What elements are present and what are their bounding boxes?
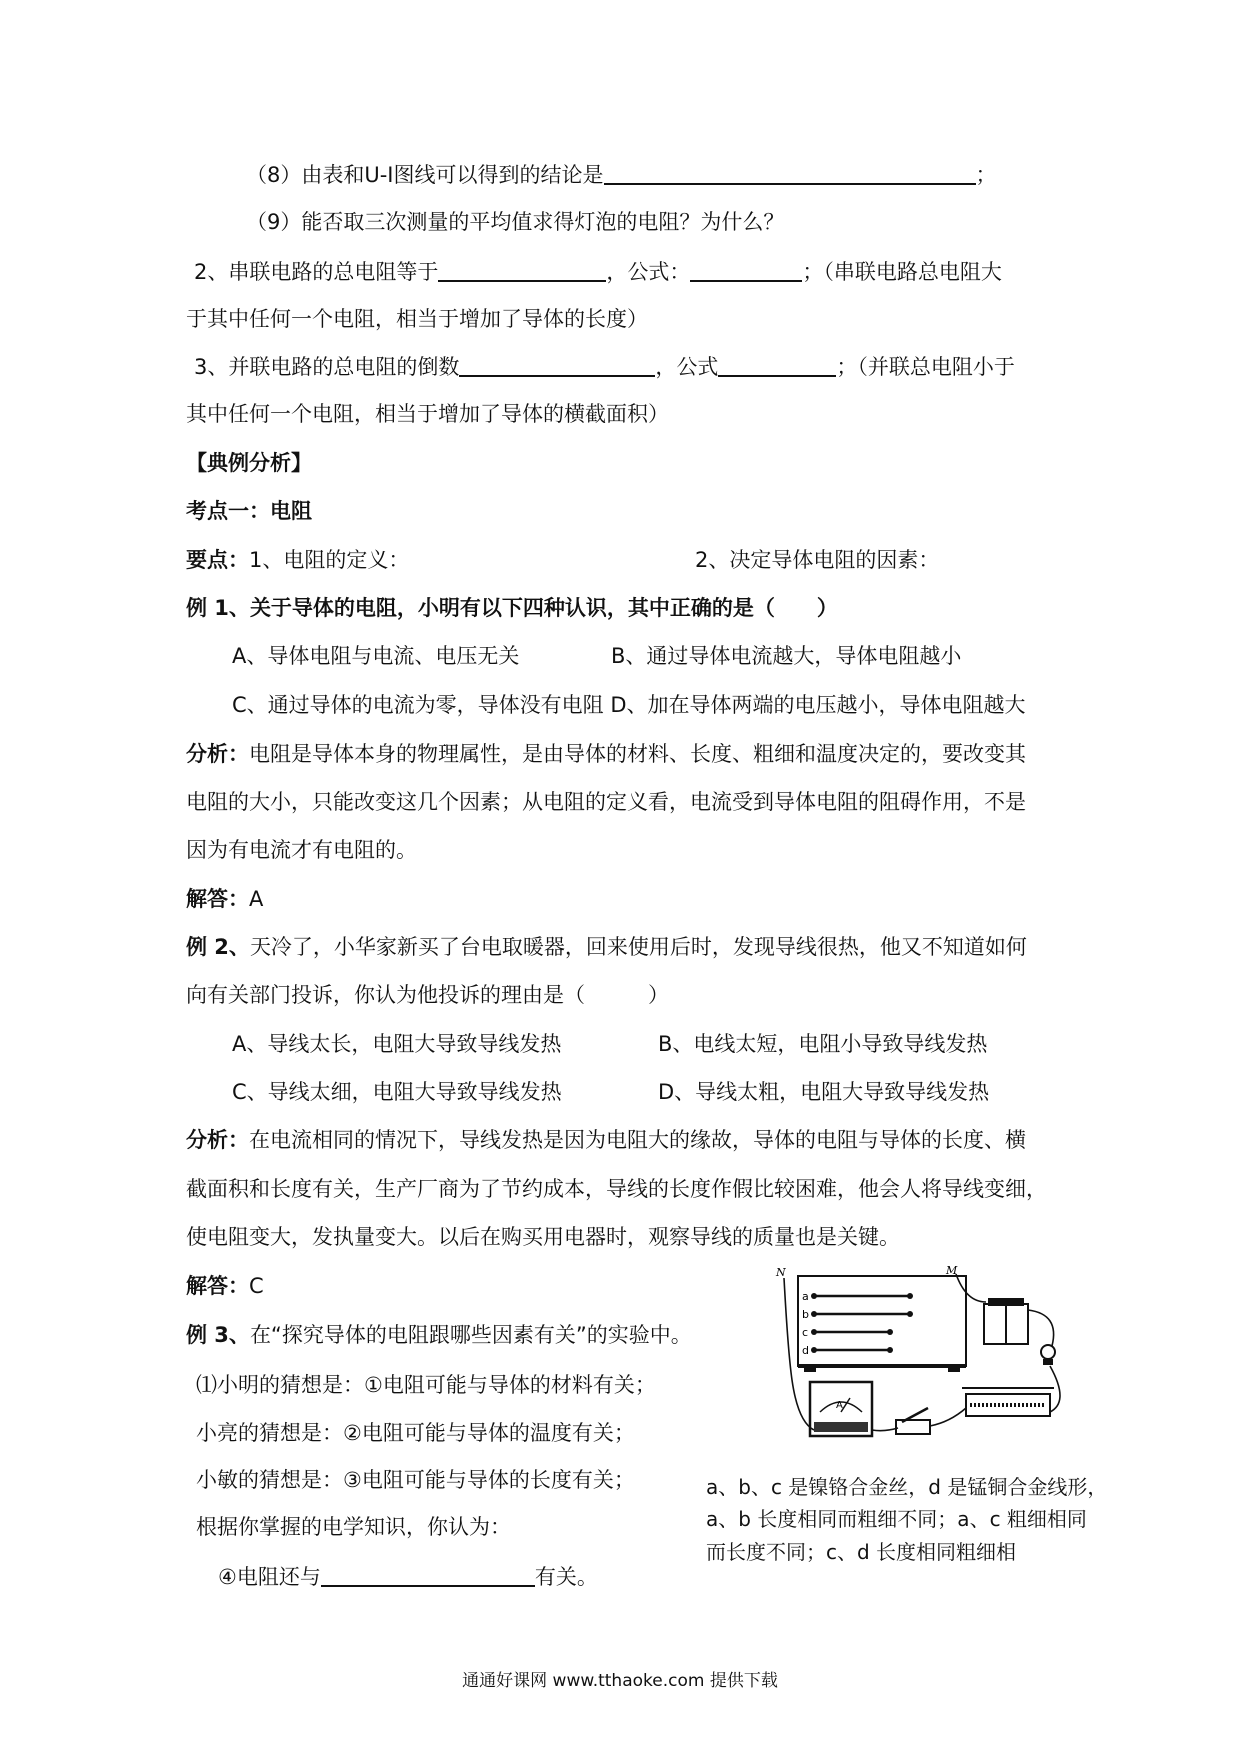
question-8-end: ；	[975, 163, 997, 187]
answer-label: 解答：	[186, 1274, 249, 1298]
analysis-label: 分析：	[186, 742, 249, 766]
example-2-question-line-2: 向有关部门投诉，你认为他投诉的理由是（ ）	[186, 983, 669, 1007]
example-1-option-b: B、通过导体电流越大，导体电阻越小	[611, 644, 962, 668]
example-2-question	[186, 932, 1027, 962]
example-1-answer	[186, 884, 263, 914]
answer-value: C	[249, 1274, 264, 1298]
kaodian-heading: 考点一：电阻	[186, 499, 312, 523]
p2-text-c: ；（串联电路总电阻大	[802, 260, 1002, 284]
paragraph-3	[194, 352, 1015, 382]
paragraph-2	[194, 257, 1002, 287]
question-8	[246, 160, 997, 190]
p3-text-a: 3、并联电路的总电阻的倒数	[194, 355, 460, 379]
example-2-option-d: D、导线太粗，电阻大导致导线发热	[658, 1080, 990, 1104]
answer-value: A	[249, 887, 264, 911]
answer-blank	[604, 161, 976, 185]
guess-5	[218, 1562, 598, 1592]
example-2-answer	[186, 1271, 264, 1301]
example-2-analysis	[186, 1125, 1026, 1155]
battery-cell	[1006, 1304, 1028, 1344]
analysis-text: 在电流相同的情况下，导线发热是因为电阻大的缘故，导体的电阻与导体的长度、横	[249, 1128, 1026, 1152]
wire-label-d: d	[802, 1344, 809, 1357]
p2-text-b: ，公式：	[606, 260, 691, 284]
example-1-question	[186, 593, 838, 623]
battery-cell	[984, 1304, 1006, 1344]
question-9: （9）能否取三次测量的平均值求得灯泡的电阻？为什么？	[246, 210, 785, 234]
clip-label-n: N	[776, 1266, 786, 1279]
paragraph-3-cont: 其中任何一个电阻，相当于增加了导体的横截面积）	[186, 402, 669, 426]
footer-credit: 通通好课网 www.tthaoke.com 提供下载	[462, 1671, 778, 1691]
example-1-option-a: A、导体电阻与电流、电压无关	[232, 644, 520, 668]
p3-text-c: ；（并联总电阻小于	[836, 355, 1015, 379]
example-2-option-c: C、导线太细，电阻大导致导线发热	[232, 1080, 562, 1104]
example-2-label: 例 2、	[186, 935, 250, 959]
analysis-text: 电阻是导体本身的物理属性，是由导体的材料、长度、粗细和温度决定的，要改变其	[249, 742, 1026, 766]
experiment-circuit-figure	[770, 1262, 1100, 1442]
example-1-analysis-line-3: 因为有电流才有电阻的。	[186, 838, 417, 862]
example-2-option-b: B、电线太短，电阻小导致导线发热	[658, 1032, 988, 1056]
guess-1: ⑴小明的猜想是：①电阻可能与导体的材料有关；	[196, 1373, 656, 1397]
yaodian-label: 要点：	[186, 548, 249, 572]
example-1-analysis	[186, 739, 1026, 769]
figure-caption-line-1: a、b、c 是镍铬合金丝，d 是锰铜合金线形，	[706, 1475, 1108, 1499]
wire-label-a: a	[802, 1290, 809, 1303]
resistance-board	[798, 1276, 966, 1366]
example-3-question	[186, 1320, 692, 1350]
example-3-text: 在“探究导体的电阻跟哪些因素有关”的实验中。	[249, 1323, 692, 1347]
example-1-label: 例 1、	[186, 596, 250, 620]
yaodian-point-2: 2、决定导体电阻的因素：	[695, 548, 940, 572]
figure-caption-line-2: a、b 长度相同而粗细不同；a、c 粗细相同	[706, 1507, 1087, 1531]
question-8-text: （8）由表和U-I图线可以得到的结论是	[246, 163, 604, 187]
example-2-analysis-line-3: 使电阻变大，发执量变大。以后在购买用电器时，观察导线的质量也是关键。	[186, 1225, 900, 1249]
figure-caption-line-3: 而长度不同；c、d 长度相同粗细相	[706, 1540, 1017, 1564]
example-3-label: 例 3、	[186, 1323, 250, 1347]
answer-blank	[438, 258, 606, 282]
answer-blank	[459, 353, 655, 377]
wire-label-b: b	[802, 1308, 809, 1321]
example-2-analysis-line-2: 截面积和长度有关，生产厂商为了节约成本，导线的长度作假比较困难，他会人将导线变细，	[186, 1177, 1047, 1201]
guess-3: 小敏的猜想是：③电阻可能与导体的长度有关；	[196, 1468, 635, 1492]
example-1-analysis-line-2: 电阻的大小，只能改变这几个因素；从电阻的定义看，电流受到导体电阻的阻碍作用，不是	[186, 790, 1026, 814]
switch	[896, 1420, 930, 1434]
example-2-text: 天冷了，小华家新买了台电取暖器，回来使用后时，发现导线很热，他又不知道如何	[249, 935, 1027, 959]
bulb-icon	[1041, 1345, 1055, 1359]
answer-blank	[690, 258, 802, 282]
guess-5-text-b: 有关。	[534, 1565, 598, 1589]
guess-5-text-a: ④电阻还与	[218, 1565, 321, 1589]
yaodian-point-1: 1、电阻的定义：	[249, 548, 410, 572]
example-1-option-cd: C、通过导体的电流为零，导体没有电阻 D、加在导体两端的电压越小，导体电阻越大	[232, 693, 1026, 717]
guess-4: 根据你掌握的电学知识，你认为：	[196, 1515, 511, 1539]
answer-blank	[321, 1563, 535, 1587]
yaodian-line	[186, 545, 409, 575]
answer-label: 解答：	[186, 887, 249, 911]
p3-text-b: ，公式	[655, 355, 719, 379]
paragraph-2-cont: 于其中任何一个电阻，相当于增加了导体的长度）	[186, 307, 648, 331]
analysis-label: 分析：	[186, 1128, 249, 1152]
p2-text-a: 2、串联电路的总电阻等于	[194, 260, 439, 284]
ammeter-label: A	[836, 1400, 843, 1411]
section-title: 【典例分析】	[186, 451, 312, 475]
answer-blank	[718, 353, 836, 377]
guess-2: 小亮的猜想是：②电阻可能与导体的温度有关；	[196, 1421, 635, 1445]
wire-label-c: c	[802, 1326, 809, 1339]
example-2-option-a: A、导线太长，电阻大导致导线发热	[232, 1032, 562, 1056]
clip-label-m: M	[946, 1264, 958, 1277]
example-1-text: 关于导体的电阻，小明有以下四种认识，其中正确的是（ ）	[249, 596, 838, 620]
